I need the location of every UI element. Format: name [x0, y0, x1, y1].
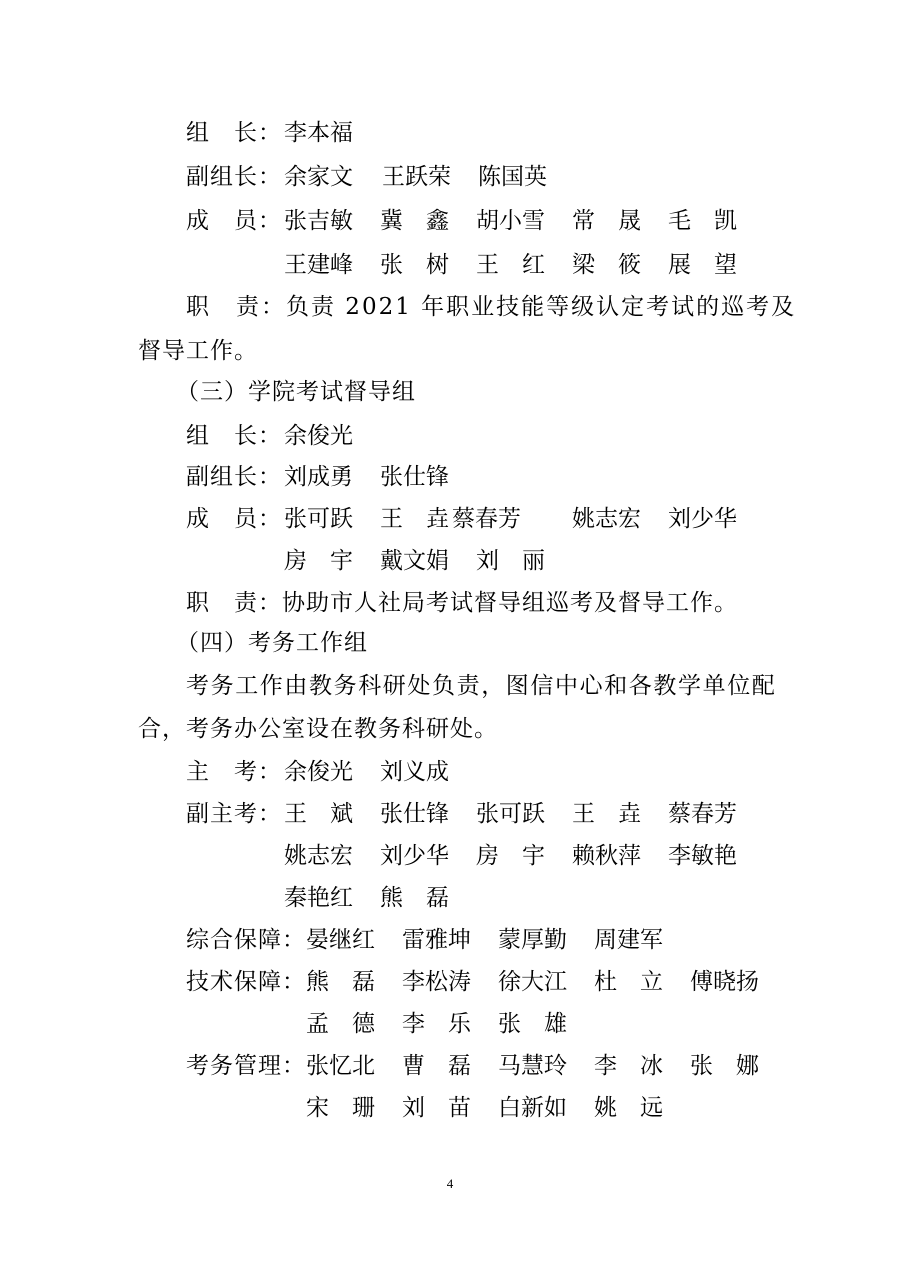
- tech-label: 技术保障：: [186, 969, 306, 995]
- mgmt-name: 马慧玲: [498, 1053, 567, 1079]
- member-name: 刘少华: [668, 506, 737, 532]
- page-number: 4: [446, 1176, 454, 1191]
- member-name: 蔡春芳: [452, 506, 521, 532]
- duty-text-line-2: 督导工作。: [138, 338, 258, 364]
- vice-name: 蔡春芳: [668, 801, 737, 827]
- vice-name: 秦艳红: [284, 885, 353, 911]
- member-name: 常 晟: [572, 208, 641, 234]
- member-name: 戴文娟: [380, 548, 449, 574]
- member-name: 王建峰: [284, 252, 353, 278]
- duty-text: 职 责：协助市人社局考试督导组巡考及督导工作。: [186, 590, 738, 616]
- tech-name: 李松涛: [402, 969, 471, 995]
- leader-name: 李本福: [284, 120, 353, 146]
- mgmt-name: 李 冰: [594, 1053, 663, 1079]
- vice-name: 王 垚: [572, 801, 641, 827]
- member-name: 姚志宏: [572, 506, 641, 532]
- mgmt-name: 白新如: [498, 1095, 567, 1121]
- vice-name: 李敏艳: [668, 843, 737, 869]
- deputy-name: 张仕锋: [380, 464, 449, 490]
- tech-name: 杜 立: [594, 969, 663, 995]
- deputy-name: 王跃荣: [382, 164, 451, 190]
- member-name: 王 垚: [380, 506, 449, 532]
- duty-text-line-1: 职 责：负责 2021 年职业技能等级认定考试的巡考及: [186, 294, 797, 320]
- support-name: 蒙厚勤: [498, 927, 567, 953]
- member-name: 王 红: [476, 252, 545, 278]
- tech-name: 李 乐: [402, 1011, 471, 1037]
- tech-name: 徐大江: [498, 969, 567, 995]
- member-name: 梁 筱: [572, 252, 641, 278]
- tech-name: 傅晓扬: [690, 969, 759, 995]
- leader-name: 余俊光: [284, 423, 353, 449]
- member-name: 刘 丽: [476, 548, 545, 574]
- leader-label: 组 长：: [186, 423, 282, 449]
- vice-name: 王 斌: [284, 801, 353, 827]
- chief-name: 余俊光: [284, 759, 353, 785]
- mgmt-name: 刘 苗: [402, 1095, 471, 1121]
- vice-label: 副主考：: [186, 801, 282, 827]
- vice-name: 熊 磊: [380, 885, 449, 911]
- vice-name: 姚志宏: [284, 843, 353, 869]
- intro-text-line-2: 合，考务办公室设在教务科研处。: [138, 716, 498, 742]
- member-name: 房 宇: [284, 548, 353, 574]
- mgmt-name: 曹 磊: [402, 1053, 471, 1079]
- tech-name: 熊 磊: [306, 969, 375, 995]
- deputy-label: 副组长：: [186, 464, 282, 490]
- mgmt-name: 姚 远: [594, 1095, 663, 1121]
- members-label: 成 员：: [186, 506, 282, 532]
- mgmt-name: 宋 珊: [306, 1095, 375, 1121]
- leader-label: 组 长：: [186, 120, 282, 146]
- deputy-name: 刘成勇: [284, 464, 353, 490]
- member-name: 展 望: [668, 252, 737, 278]
- mgmt-label: 考务管理：: [186, 1053, 306, 1079]
- member-name: 胡小雪: [476, 208, 545, 234]
- member-name: 张吉敏: [284, 208, 353, 234]
- vice-name: 张仕锋: [380, 801, 449, 827]
- vice-name: 张可跃: [476, 801, 545, 827]
- tech-name: 张 雄: [498, 1011, 567, 1037]
- member-name: 张可跃: [284, 506, 353, 532]
- member-name: 冀 鑫: [380, 208, 449, 234]
- members-label: 成 员：: [186, 208, 282, 234]
- support-name: 周建军: [594, 927, 663, 953]
- mgmt-name: 张 娜: [690, 1053, 759, 1079]
- support-label: 综合保障：: [186, 927, 306, 953]
- section-heading-4: （四）考务工作组: [176, 630, 368, 656]
- member-name: 毛 凯: [668, 208, 737, 234]
- vice-name: 房 宇: [476, 843, 545, 869]
- chief-name: 刘义成: [380, 759, 449, 785]
- chief-label: 主 考：: [186, 759, 282, 785]
- support-name: 雷雅坤: [402, 927, 471, 953]
- deputy-label: 副组长：: [186, 164, 282, 190]
- member-name: 张 树: [380, 252, 449, 278]
- support-name: 晏继红: [306, 927, 375, 953]
- mgmt-name: 张忆北: [306, 1053, 375, 1079]
- deputy-name: 陈国英: [478, 164, 547, 190]
- vice-name: 赖秋萍: [572, 843, 641, 869]
- tech-name: 孟 德: [306, 1011, 375, 1037]
- vice-name: 刘少华: [380, 843, 449, 869]
- intro-text-line-1: 考务工作由教务科研处负责，图信中心和各教学单位配: [186, 673, 777, 699]
- section-heading-3: （三）学院考试督导组: [176, 379, 416, 405]
- deputy-name: 余家文: [284, 164, 353, 190]
